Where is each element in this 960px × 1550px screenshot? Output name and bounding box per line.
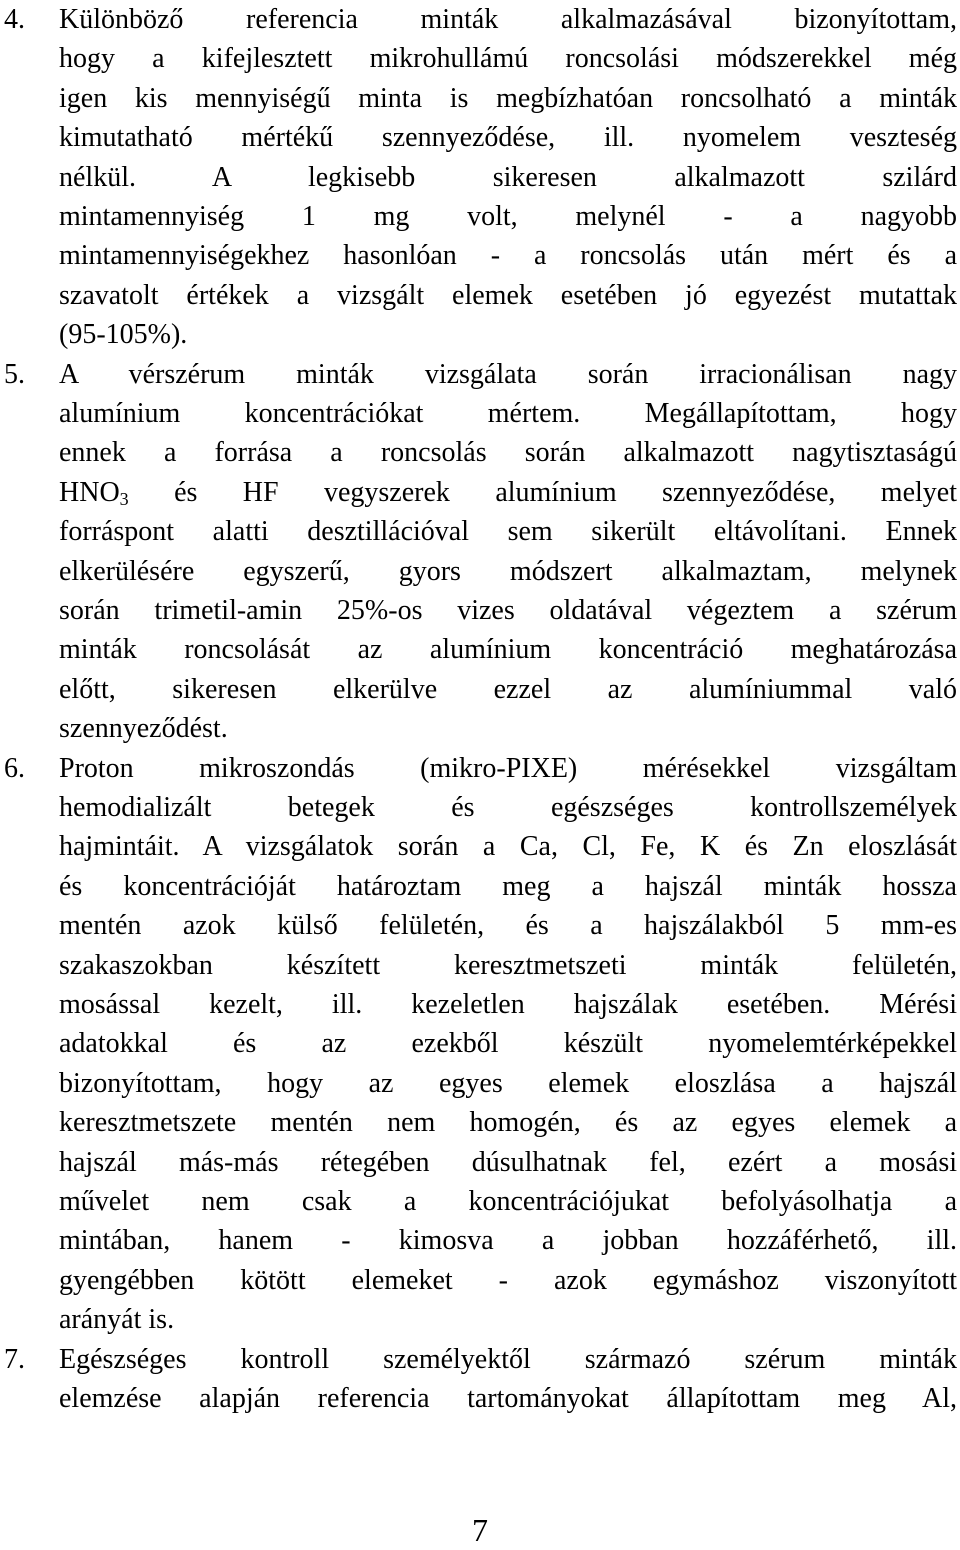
- text-line: minták roncsolását az alumínium koncentráció meghatározása: [59, 634, 957, 666]
- text-line: szavatolt értékek a vizsgált elemek esetében jó egyezést mutattak: [59, 279, 957, 311]
- text-line: Proton mikroszondás (mikro-PIXE) mérésekkel vizsgáltam: [59, 752, 957, 784]
- text-line: forráspont alatti desztillációval sem sikerült eltávolítani. Ennek: [59, 516, 957, 548]
- text-line: hajszál más-más rétegében dúsulhatnak fel, ezért a mosási: [59, 1146, 957, 1178]
- text-line: mentén azok külső felületén, és a hajszálakból 5 mm-es: [59, 910, 957, 942]
- text-line: elkerülésére egyszerű, gyors módszert alkalmaztam, melynek: [59, 555, 957, 587]
- text-line: (95-105%).: [59, 319, 188, 351]
- text-line: arányát is.: [59, 1304, 175, 1336]
- list-item-number: 5.: [4, 358, 25, 390]
- text-line-with-formula: [59, 473, 957, 512]
- text-line: gyengébben kötött elemeket - azok egymáshoz viszonyított: [59, 1264, 957, 1296]
- text-line: keresztmetszete mentén nem homogén, és az egyes elemek a: [59, 1107, 957, 1139]
- text-line: elemzése alapján referencia tartományokat állapítottam meg Al,: [59, 1382, 957, 1414]
- text-line: igen kis mennyiségű minta is megbízhatóan roncsolható a minták: [59, 82, 957, 114]
- formula-text: HNO: [59, 476, 120, 508]
- text-line: hajmintáit. A vizsgálatok során a Ca, Cl, Fe, K és Zn eloszlását: [59, 831, 957, 863]
- text-line: és koncentrációját határoztam meg a hajszál minták hossza: [59, 870, 957, 902]
- text-line-rest: és HF vegyszerek alumínium szennyeződése, melyet: [128, 476, 957, 508]
- text-line: kimutatható mértékű szennyeződése, ill. nyomelem veszteség: [59, 122, 957, 154]
- list-item-number: 6.: [4, 752, 25, 784]
- text-line: szakaszokban készített keresztmetszeti minták felületén,: [59, 949, 957, 981]
- page-number: 7: [472, 1512, 488, 1548]
- text-line: hogy a kifejlesztett mikrohullámú roncsolási módszerekkel még: [59, 43, 957, 75]
- text-line: adatokkal és az ezekből készült nyomelemtérképekkel: [59, 1028, 957, 1060]
- text-line: szennyeződést.: [59, 713, 228, 745]
- text-line: Egészséges kontroll személyektől származó szérum minták: [59, 1343, 957, 1375]
- text-line: nélkül. A legkisebb sikeresen alkalmazott szilárd: [59, 161, 957, 193]
- text-line: mosással kezelt, ill. kezeletlen hajszálak esetében. Mérési: [59, 988, 957, 1020]
- list-item-number: 7.: [4, 1343, 25, 1375]
- text-line: művelet nem csak a koncentrációjukat befolyásolhatja a: [59, 1185, 957, 1217]
- text-line: során trimetil-amin 25%-os vizes oldatával végeztem a szérum: [59, 594, 957, 626]
- text-line: hemodializált betegek és egészséges kontrollszemélyek: [59, 791, 957, 823]
- text-line: előtt, sikeresen elkerülve ezzel az alumíniummal való: [59, 673, 957, 705]
- list-item-number: 4.: [4, 4, 25, 35]
- text-line: A vérszérum minták vizsgálata során irracionálisan nagy: [59, 358, 957, 390]
- text-line: ennek a forrása a roncsolás során alkalmazott nagytisztaságú: [59, 437, 957, 469]
- text-line: mintamennyiségekhez hasonlóan - a roncsolás után mért és a: [59, 240, 957, 272]
- text-line: bizonyítottam, hogy az egyes elemek eloszlása a hajszál: [59, 1067, 957, 1099]
- text-line: mintamennyiség 1 mg volt, melynél - a nagyobb: [59, 201, 957, 232]
- text-line: mintában, hanem - kimosva a jobban hozzáférhető, ill.: [59, 1225, 957, 1257]
- text-line: alumínium koncentrációkat mértem. Megállapítottam, hogy: [59, 397, 957, 429]
- formula-subscript: 3: [119, 488, 129, 509]
- text-line: Különböző referencia minták alkalmazásával bizonyítottam,: [59, 4, 957, 35]
